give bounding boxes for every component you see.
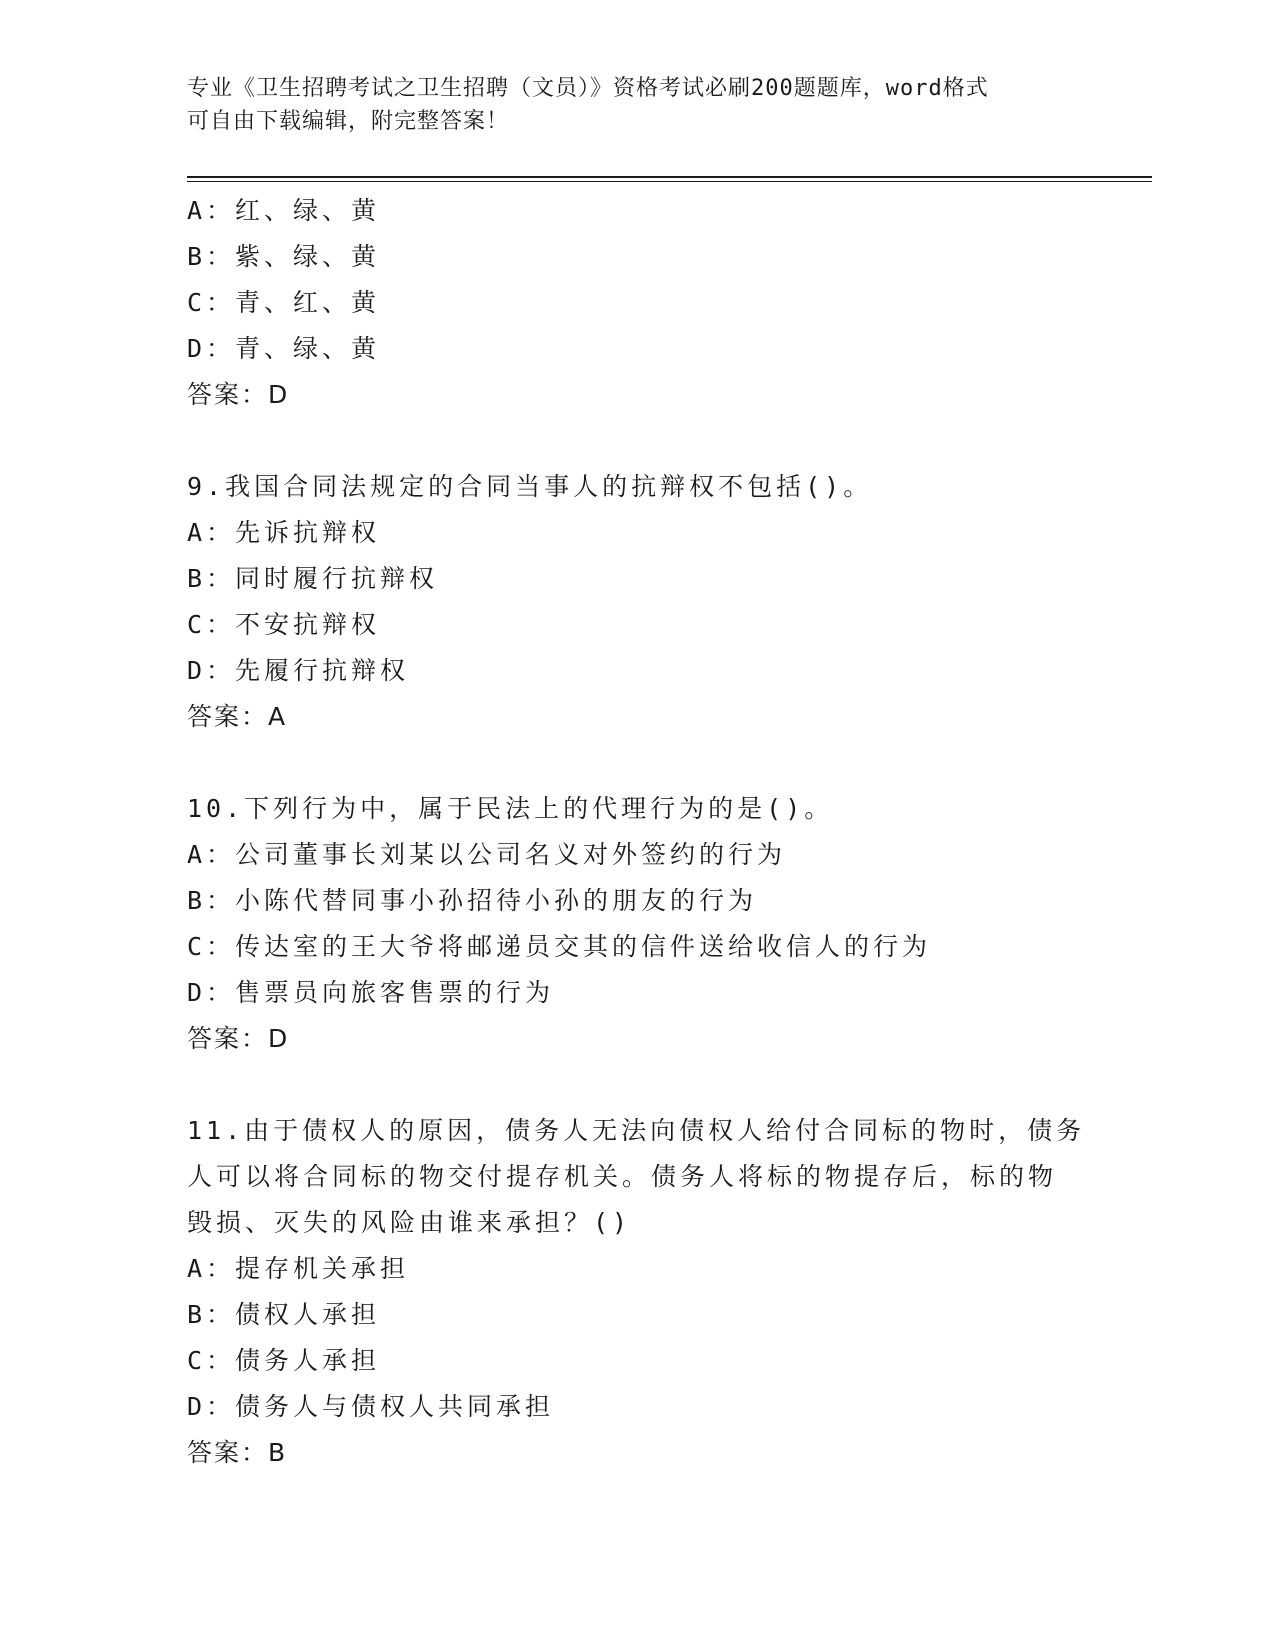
spacer <box>187 740 1087 786</box>
header-line-1: 专业《卫生招聘考试之卫生招聘（文员）》资格考试必刷200题题库，word格式 <box>187 76 989 101</box>
answer-line: 答案：B <box>187 1438 288 1467</box>
answer-line: 答案：D <box>187 380 290 409</box>
option-d: D：青、绿、黄 <box>187 334 381 363</box>
question-list <box>187 188 1087 1476</box>
question-text: 10.下列行为中，属于民法上的代理行为的是()。 <box>187 794 834 823</box>
option-d: D：债务人与债权人共同承担 <box>187 1392 555 1421</box>
header-divider-thick <box>187 176 1152 178</box>
option-a: A：红、绿、黄 <box>187 196 381 225</box>
question-8 <box>187 188 1087 418</box>
option-c: C：青、红、黄 <box>187 288 381 317</box>
question-9 <box>187 464 1087 740</box>
option-c: C：不安抗辩权 <box>187 610 381 639</box>
header-line-2: 可自由下载编辑，附完整答案！ <box>187 109 510 134</box>
question-11 <box>187 1108 1087 1476</box>
document-header <box>187 72 1087 138</box>
option-a: A：先诉抗辩权 <box>187 518 381 547</box>
option-b: B：债权人承担 <box>187 1300 381 1329</box>
answer-line: 答案：D <box>187 1024 290 1053</box>
spacer <box>187 418 1087 464</box>
spacer <box>187 1062 1087 1108</box>
option-c: C：传达室的王大爷将邮递员交其的信件送给收信人的行为 <box>187 932 932 961</box>
question-text-line-1: 11.由于债权人的原因，债务人无法向债权人给付合同标的物时，债务 <box>187 1116 1086 1145</box>
option-c: C：债务人承担 <box>187 1346 381 1375</box>
question-text-line-3: 毁损、灭失的风险由谁来承担？() <box>187 1208 632 1237</box>
option-d: D：先履行抗辩权 <box>187 656 410 685</box>
option-a: A：公司董事长刘某以公司名义对外签约的行为 <box>187 840 787 869</box>
option-a: A：提存机关承担 <box>187 1254 410 1283</box>
option-b: B：小陈代替同事小孙招待小孙的朋友的行为 <box>187 886 758 915</box>
question-text: 9.我国合同法规定的合同当事人的抗辩权不包括()。 <box>187 472 873 501</box>
option-d: D：售票员向旅客售票的行为 <box>187 978 555 1007</box>
question-text-line-2: 人可以将合同标的物交付提存机关。债务人将标的物提存后，标的物 <box>187 1162 1058 1191</box>
option-b: B：同时履行抗辩权 <box>187 564 439 593</box>
question-10 <box>187 786 1087 1062</box>
option-b: B：紫、绿、黄 <box>187 242 381 271</box>
answer-line: 答案：A <box>187 702 288 731</box>
header-divider-thin <box>187 181 1152 182</box>
